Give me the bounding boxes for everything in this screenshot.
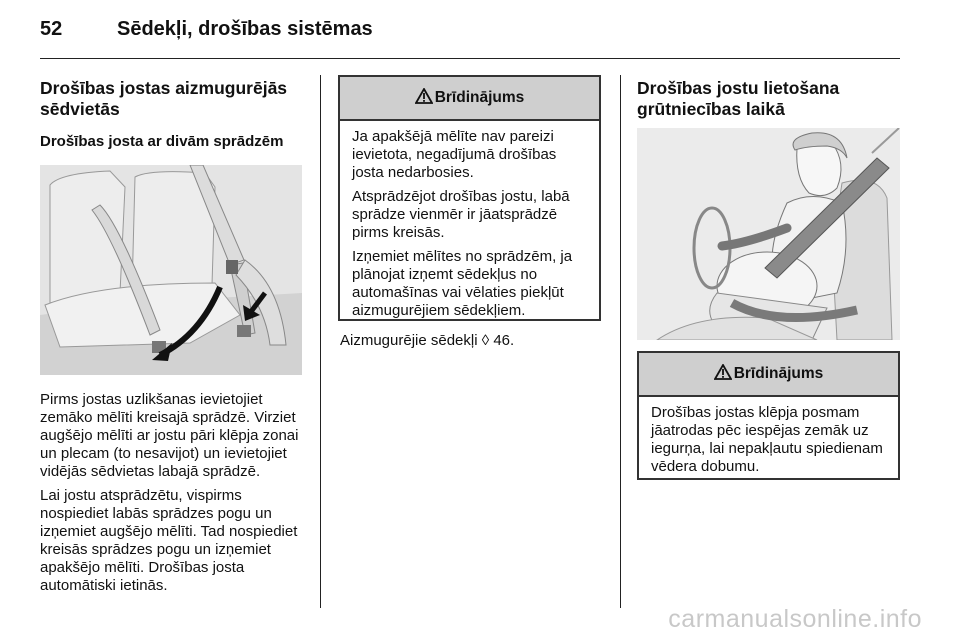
section-heading: Drošības jostas aizmugurējās sēdvietās [40, 78, 288, 119]
column-divider-right [620, 75, 621, 608]
page-header [0, 0, 960, 58]
warning-triangle-icon [415, 88, 433, 109]
section-heading-pregnancy: Drošības jostu lietošana grūtniecības laikā [637, 78, 840, 119]
header-rule [40, 58, 900, 59]
page-number: 52 [40, 18, 63, 40]
warning-body [639, 397, 898, 476]
crossref-arrow-icon: ◊ [481, 332, 490, 349]
page-title: Sēdekļi, drošības sistēmas [117, 18, 373, 40]
warning-paragraph: Izņemiet mēlītes no sprādzēm, ja plānojat izņemt sēdekļus no automašīnas vai vēlaties piekļūt aizmugurējiem sēdekļiem. [352, 248, 573, 319]
warning-title: Brīdinājums [733, 365, 824, 382]
warning-triangle-icon [714, 364, 732, 385]
left-column [40, 78, 306, 595]
paragraph-unfastening: Lai jostu atsprādzētu, vispirms nospiediet labās sprādzes pogu un izņemiet augšējo mēlīti. Tad nospiediet kreisās sprādzes pogu un izņemiet apakšējo mēlīti. Drošības josta automātiski ietinās. [40, 487, 298, 594]
warning-paragraph: Atsprādzējot drošības jostu, labā sprādze vienmēr ir jāatsprādzē pirms kreisās. [352, 188, 570, 241]
subsection-heading: Drošības josta ar divām sprādzēm [40, 133, 284, 150]
crossref-link[interactable]: 46. [493, 332, 515, 349]
right-column [637, 78, 902, 340]
warning-header [340, 77, 599, 121]
crossref-line [340, 332, 610, 350]
crossref-text: Aizmugurējie sēdekļi [340, 332, 478, 349]
pregnancy-seat-belt-illustration [637, 128, 900, 340]
warning-paragraph: Ja apakšējā mēlīte nav pareizi ievietota, negadījumā drošības josta nedarbosies. [352, 128, 557, 181]
rear-seat-belt-illustration [40, 165, 302, 375]
warning-body [340, 121, 599, 320]
warning-title: Brīdinājums [434, 89, 525, 106]
paragraph-fastening: Pirms jostas uzlikšanas ievietojiet zemāko mēlīti kreisajā sprādzē. Virziet augšējo mēlīti ar jostu pāri klēpja zonai un plecam (to nesavijot) un ievietojiet vidējās sēdvietas labajā sprādzē. [40, 391, 299, 480]
watermark: carmanualsonline.info [668, 605, 922, 633]
warning-box-pregnancy [637, 351, 900, 480]
column-divider-left [320, 75, 321, 608]
warning-header [639, 353, 898, 397]
warning-box-rear-belt [338, 75, 601, 321]
warning-paragraph: Drošības jostas klēpja posmam jāatrodas pēc iespējas zemāk uz iegurņa, lai nepakļautu spiedienam vēdera dobumu. [651, 404, 883, 475]
